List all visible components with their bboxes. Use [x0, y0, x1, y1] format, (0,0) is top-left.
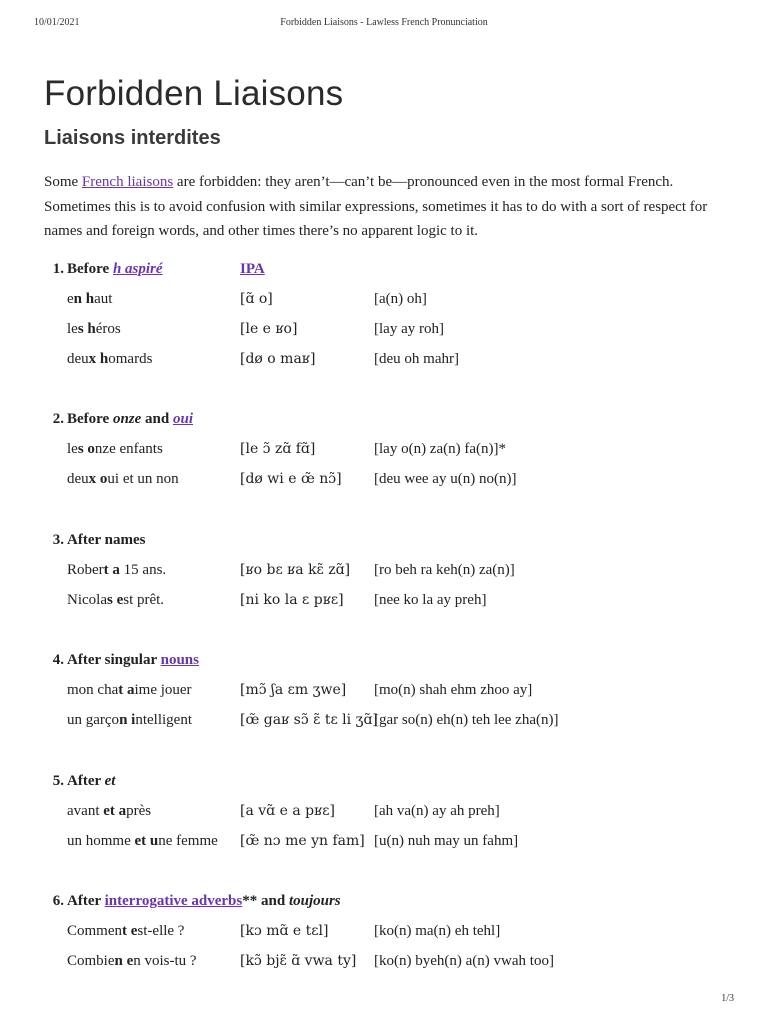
pronunciation: [lay o(n) za(n) fa(n)]*	[374, 441, 507, 457]
french-phrase: deux homards	[67, 351, 153, 367]
pronunciation: [ah va(n) ay ah preh]	[374, 803, 500, 819]
page-title: Forbidden Liaisons	[44, 74, 344, 113]
interrogative-adverbs-link[interactable]: interrogative adverbs	[104, 893, 243, 909]
example-row	[0, 321, 768, 341]
french-phrase: un garçon intelligent	[67, 712, 192, 728]
french-phrase: en haut	[67, 291, 113, 307]
ipa-transcription: [œ̃ gaʁ sɔ̃ ɛ̃ tɛ li ʒɑ̃]	[240, 712, 378, 728]
section-title: After et	[67, 773, 116, 789]
french-liaisons-link[interactable]: French liaisons	[81, 174, 174, 190]
h-aspire-link[interactable]: h aspiré	[112, 261, 163, 277]
example-row	[0, 923, 768, 943]
french-phrase: les héros	[67, 321, 121, 337]
ipa-transcription: [a vɑ̃ e a pʁɛ]	[240, 803, 335, 819]
example-row	[0, 291, 768, 311]
page-subtitle: Liaisons interdites	[44, 127, 221, 149]
section-title: After names	[67, 532, 146, 548]
example-row	[0, 682, 768, 702]
ipa-transcription: [ɑ̃ o]	[240, 291, 273, 307]
ipa-transcription: [kɔ mɑ̃ e tɛl]	[240, 923, 329, 939]
nouns-link[interactable]: nouns	[160, 652, 199, 668]
ipa-transcription: [kɔ̃ bjɛ̃ ɑ̃ vwa ty]	[240, 953, 357, 969]
section-number: 1.	[52, 261, 64, 277]
pronunciation: [deu wee ay u(n) no(n)]	[374, 471, 517, 487]
section-number: 3.	[52, 532, 64, 548]
example-row	[0, 953, 768, 973]
pronunciation: [lay ay roh]	[374, 321, 444, 337]
section-number: 6.	[52, 893, 64, 909]
pronunciation: [mo(n) shah ehm zhoo ay]	[374, 682, 533, 698]
pronunciation: [nee ko la ay preh]	[374, 592, 487, 608]
example-row	[0, 471, 768, 491]
pronunciation: [gar so(n) eh(n) teh lee zha(n)]	[374, 712, 559, 728]
french-phrase: un homme et une femme	[67, 833, 218, 849]
section-title: After interrogative adverbs** and toujours	[67, 893, 341, 909]
oui-link[interactable]: oui	[172, 411, 193, 427]
print-title: Forbidden Liaisons - Lawless French Pronunciation	[280, 17, 488, 28]
pronunciation: [deu oh mahr]	[374, 351, 459, 367]
ipa-transcription: [le ɔ̃ zɑ̃ fɑ̃]	[240, 441, 316, 457]
ipa-transcription: [œ̃ nɔ me yn fam]	[240, 833, 365, 849]
ipa-transcription: [le e ʁo]	[240, 321, 298, 337]
example-row	[0, 562, 768, 582]
intro-text-1: Some	[44, 174, 82, 190]
pronunciation: [a(n) oh]	[374, 291, 427, 307]
french-phrase: Comment est-elle ?	[67, 923, 185, 939]
example-row	[0, 441, 768, 461]
example-row	[0, 351, 768, 371]
ipa-link[interactable]: IPA	[240, 261, 265, 277]
section-title: Before h aspiré	[67, 261, 163, 277]
section-number: 4.	[52, 652, 64, 668]
intro-paragraph	[44, 170, 734, 244]
example-row	[0, 592, 768, 612]
ipa-transcription: [mɔ̃ ʃa ɛm ʒwe]	[240, 682, 347, 698]
pronunciation: [u(n) nuh may un fahm]	[374, 833, 519, 849]
french-phrase: Nicolas est prêt.	[67, 592, 165, 608]
pronunciation: [ko(n) byeh(n) a(n) vwah too]	[374, 953, 554, 969]
ipa-transcription: [ʁo bɛ ʁa kɛ̃ zɑ̃]	[240, 562, 351, 578]
french-phrase: deux oui et un non	[67, 471, 179, 487]
example-row	[0, 803, 768, 823]
pronunciation: [ko(n) ma(n) eh tehl]	[374, 923, 501, 939]
section-number: 5.	[52, 773, 64, 789]
french-phrase: les onze enfants	[67, 441, 163, 457]
ipa-transcription: [ni ko la ɛ pʁɛ]	[240, 592, 344, 608]
ipa-header[interactable]	[240, 261, 265, 278]
french-phrase: Robert a 15 ans.	[67, 562, 167, 578]
intro-text-2: are forbidden: they aren’t—can’t be—pronounced even in the most formal French. Sometimes this is to avoid confusion with similar expressions, sometimes it has to do with a sort of respect for names and foreign words, and other times there’s no apparent logic to it.	[44, 174, 708, 239]
page-number: 1/3	[721, 993, 734, 1004]
example-row	[0, 833, 768, 853]
print-date: 10/01/2021	[34, 17, 80, 28]
example-row	[0, 712, 768, 732]
french-phrase: avant et après	[67, 803, 152, 819]
french-phrase: Combien en vois-tu ?	[67, 953, 197, 969]
section-title: Before onze and oui	[67, 411, 193, 427]
pronunciation: [ro beh ra keh(n) za(n)]	[374, 562, 515, 578]
section-title: After singular nouns	[67, 652, 199, 668]
section-number: 2.	[52, 411, 64, 427]
ipa-transcription: [dø o maʁ]	[240, 351, 316, 367]
print-header	[34, 17, 734, 31]
french-phrase: mon chat aime jouer	[67, 682, 192, 698]
ipa-transcription: [dø wi e œ̃ nɔ̃]	[240, 471, 342, 487]
